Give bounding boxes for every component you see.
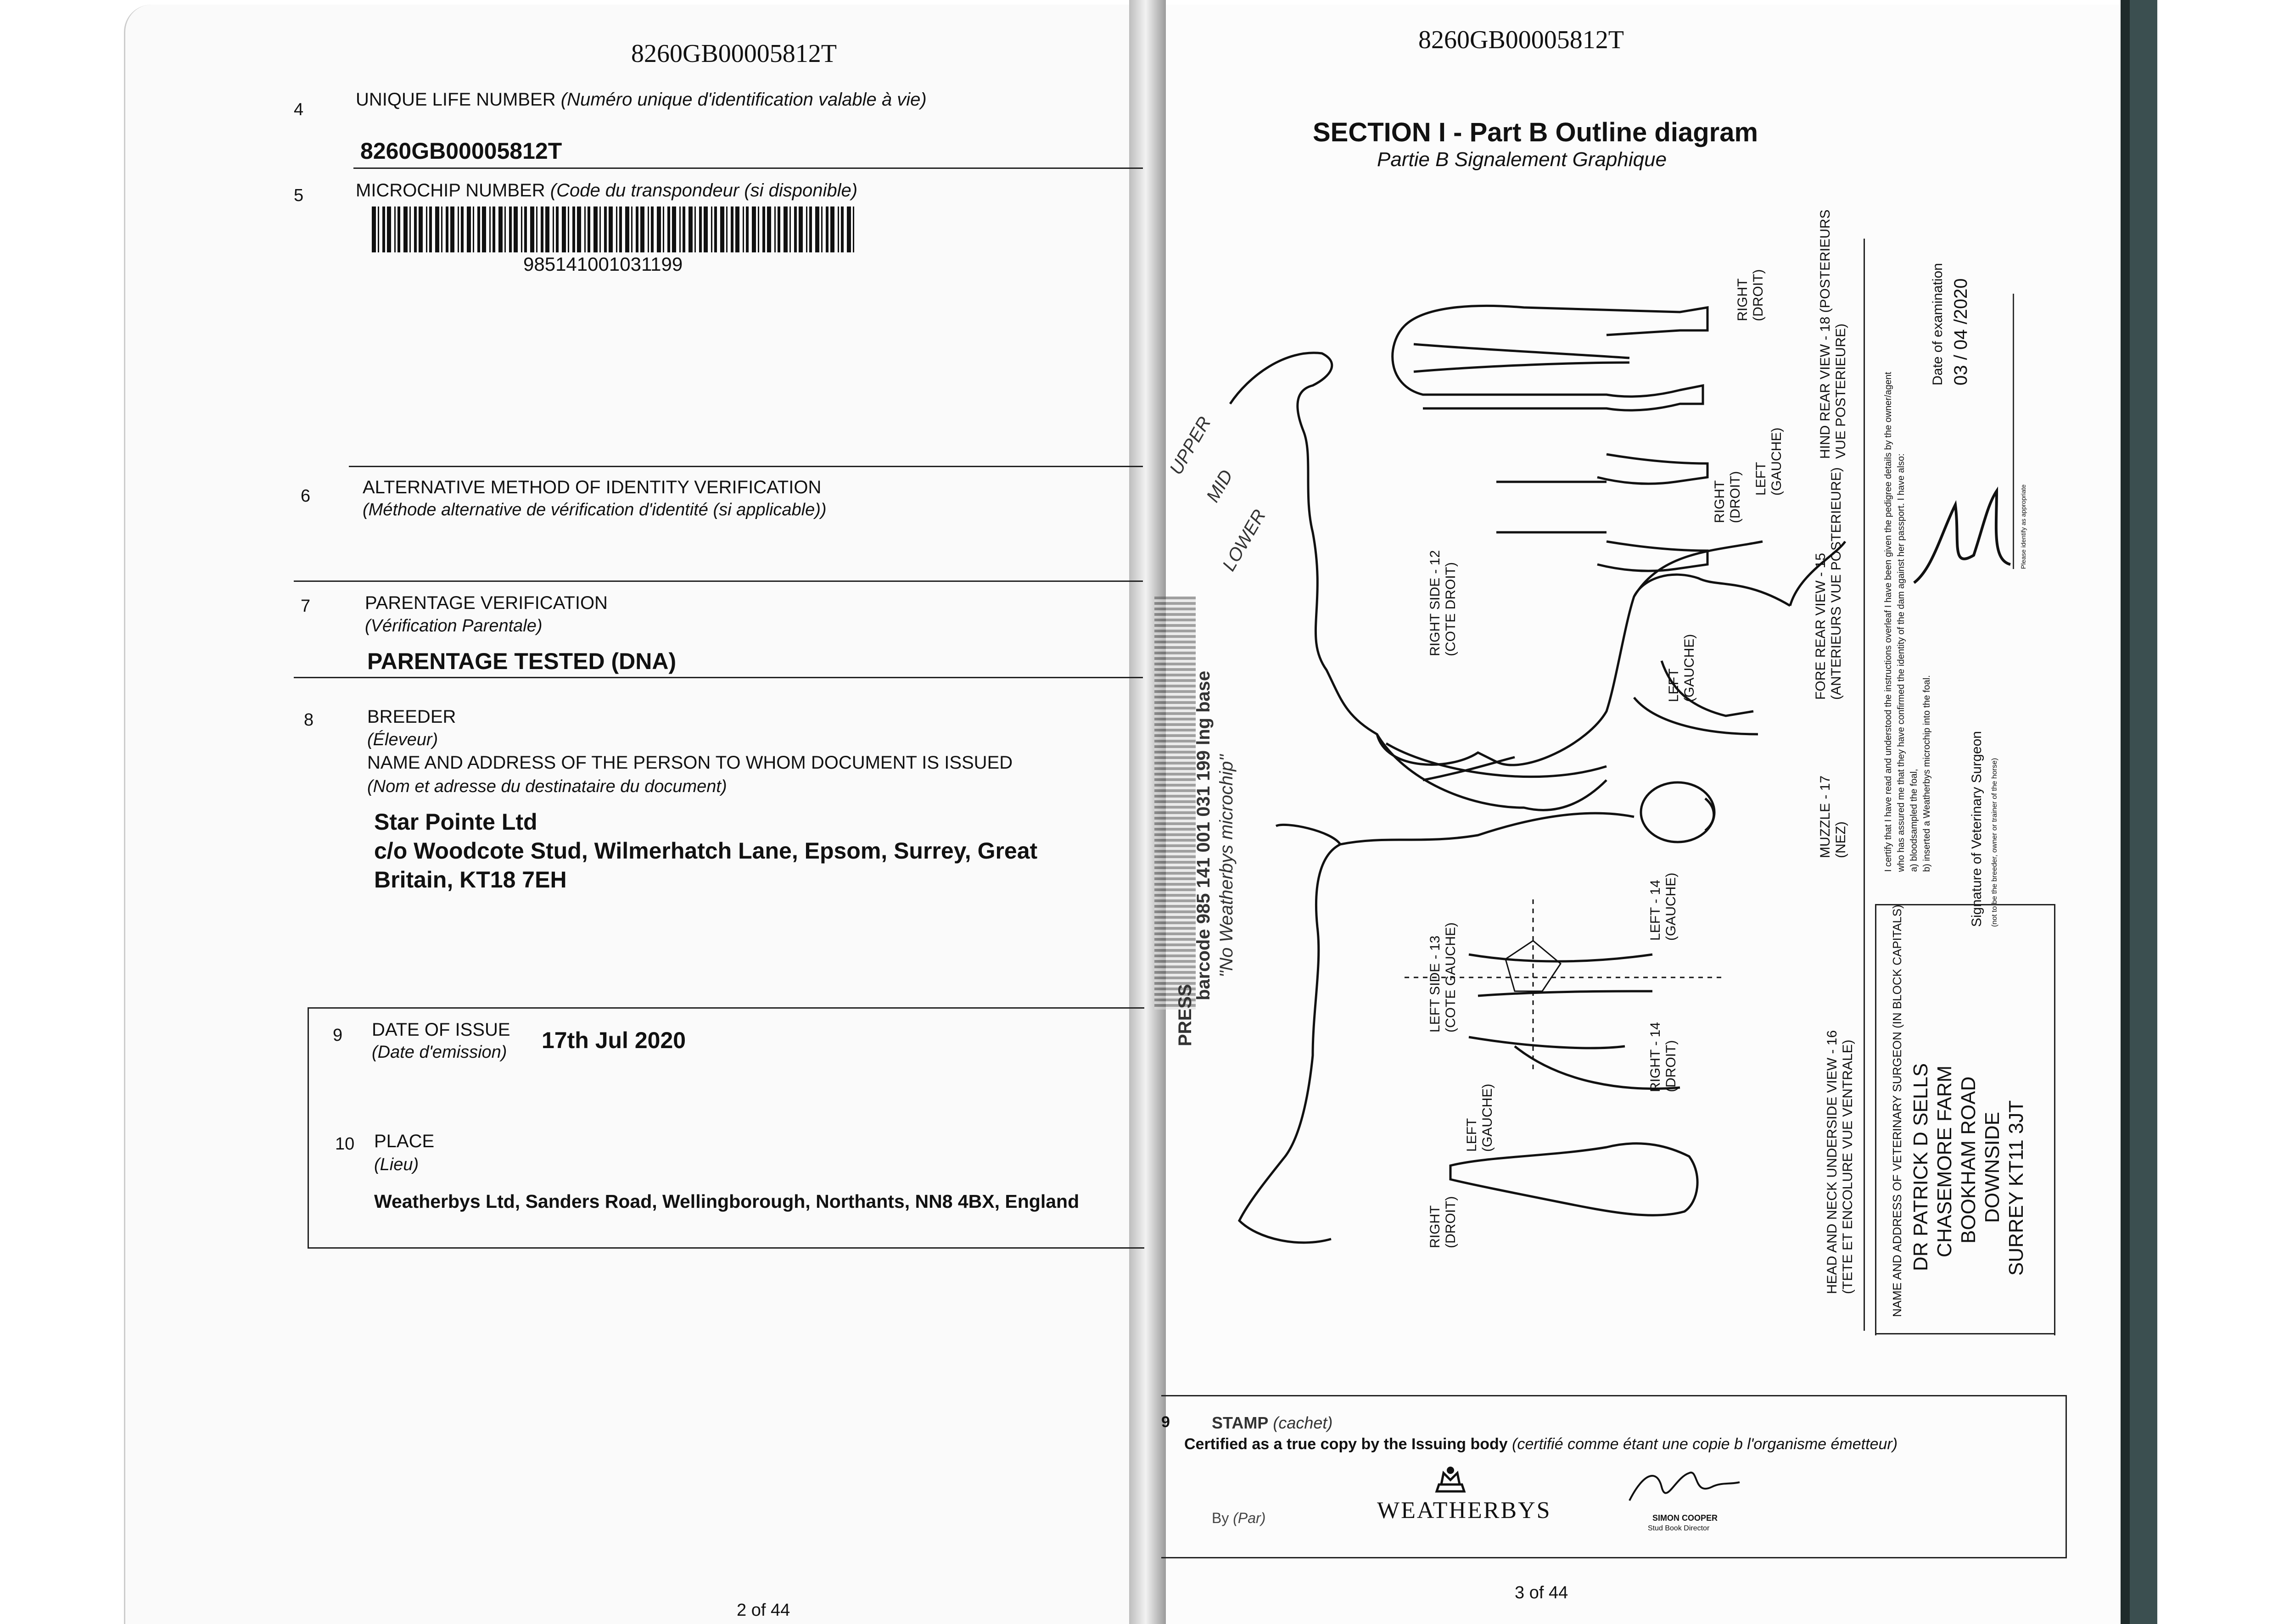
divider — [294, 580, 1143, 582]
label-right-mid: RIGHT (DROIT) — [1712, 471, 1743, 523]
side-stamp-line3: "No Weatherbys microchip" — [1216, 754, 1237, 977]
field-8-label: BREEDER — [367, 707, 456, 727]
field-10-label-fr: (Lieu) — [374, 1155, 419, 1174]
field-4-number: 4 — [294, 100, 304, 119]
director-name: SIMON COOPER — [1652, 1513, 1718, 1523]
label-right-bottom: RIGHT (DROIT) — [1427, 1196, 1458, 1248]
vet-signature — [1905, 477, 2024, 597]
left-page-number: 2 of 44 — [737, 1601, 790, 1620]
recipient-address-line1: c/o Woodcote Stud, Wilmerhatch Lane, Epsom, Surrey, Great — [374, 838, 1038, 864]
label-fore-rear: FORE REAR VIEW - 15 (ANTERIEURS VUE POSTERIEURE) — [1813, 467, 1844, 700]
divider — [349, 466, 1143, 467]
place-of-issue: Weatherbys Ltd, Sanders Road, Wellingborough, Northants, NN8 4BX, England — [374, 1191, 1080, 1212]
field-9-label: DATE OF ISSUE — [372, 1020, 510, 1040]
section-subtitle: Partie B Signalement Graphique — [1377, 148, 1667, 171]
weatherbys-crest-icon — [1432, 1464, 1469, 1496]
side-stamp-line2: barcode 985 141 001 031 199 lng base — [1193, 670, 1214, 1000]
right-page-number: 3 of 44 — [1515, 1583, 1568, 1602]
handwritten-lower: LOWER — [1219, 506, 1270, 575]
unique-life-number: 8260GB00005812T — [360, 138, 562, 164]
field-7-label-fr: (Vérification Parentale) — [365, 616, 543, 636]
field-8-number: 8 — [304, 710, 314, 730]
parentage-value: PARENTAGE TESTED (DNA) — [367, 648, 677, 674]
label-right-14: RIGHT - 14 (DROIT) — [1648, 1022, 1679, 1092]
vet-block-bottom-line — [1875, 1333, 2055, 1334]
weatherbys-brand: WEATHERBYS — [1377, 1497, 1551, 1524]
label-left-mid: LEFT (GAUCHE) — [1753, 427, 1784, 496]
vet-block-right-line — [2054, 904, 2055, 1335]
vet-line-2: CHASEMORE FARM — [1933, 1065, 1956, 1257]
vet-block-divider — [1864, 239, 1865, 1331]
vet-line-4: DOWNSIDE — [1981, 1112, 2004, 1223]
field-4-label: UNIQUE LIFE NUMBER (Numéro unique d'identification valable à vie) — [356, 89, 927, 110]
vet-certify-text: I certify that I have read and understood the instructions overleaf I have been given the pedigree details by the owner/agent who has assured me that they have confirmed the identity of the dam against her passport. I have also: a) bloodsampled the foal, b) inserted a Weatherbys microchip into the foal. — [1883, 372, 1932, 872]
stamp-number: 9 — [1161, 1413, 1170, 1431]
field-10-label: PLACE — [374, 1131, 435, 1151]
field-9-label-fr: (Date d'emission) — [372, 1043, 507, 1062]
book-cover-edge — [2121, 0, 2131, 1624]
field-9-number: 9 — [333, 1026, 343, 1045]
field-6-label-fr: (Méthode alternative de vérification d'identité (si applicable)) — [363, 500, 827, 519]
right-header-id: 8260GB00005812T — [1418, 26, 1624, 54]
field-7-number: 7 — [301, 597, 311, 616]
divider — [294, 677, 1143, 678]
field-8-label2: NAME AND ADDRESS OF THE PERSON TO WHOM DOCUMENT IS ISSUED — [367, 753, 1013, 773]
label-head-neck: HEAD AND NECK UNDERSIDE VIEW - 16 (TETE ET ENCOLURE VUE VENTRALE) — [1825, 1030, 1855, 1294]
handwritten-mid: MID — [1203, 466, 1237, 506]
label-hind-rear: HIND REAR VIEW - 18 (POSTERIEURS VUE POSTERIEURE) — [1818, 209, 1848, 459]
section-title: SECTION I - Part B Outline diagram — [1313, 117, 1758, 147]
microchip-barcode — [372, 206, 858, 252]
vet-stamp-note: Please identify as appropriate — [2020, 484, 2027, 569]
field-5-number: 5 — [294, 186, 304, 205]
label-right-top: RIGHT (DROIT) — [1735, 269, 1766, 321]
field-8-label2-fr: (Nom et adresse du destinataire du document) — [367, 777, 727, 796]
microchip-number: 985141001031199 — [523, 253, 683, 275]
vet-block-left-line — [1875, 904, 1876, 1335]
recipient-address-line2: Britain, KT18 7EH — [374, 867, 567, 893]
label-left-side: LEFT SIDE - 13 (COTE GAUCHE) — [1427, 922, 1458, 1032]
recipient-name: Star Pointe Ltd — [374, 809, 537, 835]
date-of-issue: 17th Jul 2020 — [542, 1027, 686, 1053]
left-header-id: 8260GB00005812T — [631, 39, 837, 68]
field-5-label: MICROCHIP NUMBER (Code du transpondeur (si disponible) — [356, 180, 858, 201]
director-signature — [1625, 1459, 1744, 1510]
side-stamp-line1: PRESS — [1175, 984, 1195, 1046]
stamp-by: By (Par) — [1212, 1510, 1266, 1526]
field-6-label: ALTERNATIVE METHOD OF IDENTITY VERIFICATION — [363, 477, 822, 497]
vet-line-5: SURREY KT11 3JT — [2005, 1100, 2027, 1276]
horse-outline-diagram — [1148, 257, 1864, 1285]
date-rule — [2013, 294, 2014, 569]
field-10-number: 10 — [335, 1134, 355, 1154]
date-of-exam-label: Date of examination — [1930, 263, 1945, 385]
label-left-14: LEFT - 14 (GAUCHE) — [1648, 872, 1679, 941]
field-7-label: PARENTAGE VERIFICATION — [365, 593, 608, 613]
stamp-label: STAMP (cachet) — [1212, 1413, 1333, 1432]
field-8-label-fr: (Éleveur) — [367, 730, 438, 749]
date-of-exam-value: 03 / 04 /2020 — [1951, 278, 1971, 385]
vet-line-3: BOOKHAM ROAD — [1957, 1076, 1980, 1244]
director-title: Stud Book Director — [1648, 1524, 1710, 1532]
stamp-certified: Certified as a true copy by the Issuing body (certifié comme étant une copie b l'organisme émetteur) — [1184, 1435, 1898, 1453]
field-6-number: 6 — [301, 486, 311, 506]
label-muzzle: MUZZLE - 17 (NEZ) — [1818, 775, 1848, 858]
side-stamp-barcode — [1154, 597, 1196, 1010]
vet-block-header: NAME AND ADDRESS OF VETERINARY SURGEON (IN BLOCK CAPITALS) — [1890, 904, 1904, 1317]
vet-line-1: DR PATRICK D SELLS — [1909, 1063, 1932, 1271]
book-cover — [2130, 0, 2157, 1624]
label-right-side: RIGHT SIDE - 12 (COTE DROIT) — [1427, 550, 1458, 656]
handwritten-upper: UPPER — [1166, 413, 1215, 478]
label-left-bottom: LEFT (GAUCHE) — [1464, 1083, 1495, 1152]
vet-signature-label: Signature of Veterinary Surgeon (not to be the breeder, owner or trainer of the horse) — [1969, 731, 1998, 927]
divider — [353, 167, 1143, 169]
label-left-rs: LEFT (GAUCHE) — [1666, 634, 1697, 702]
